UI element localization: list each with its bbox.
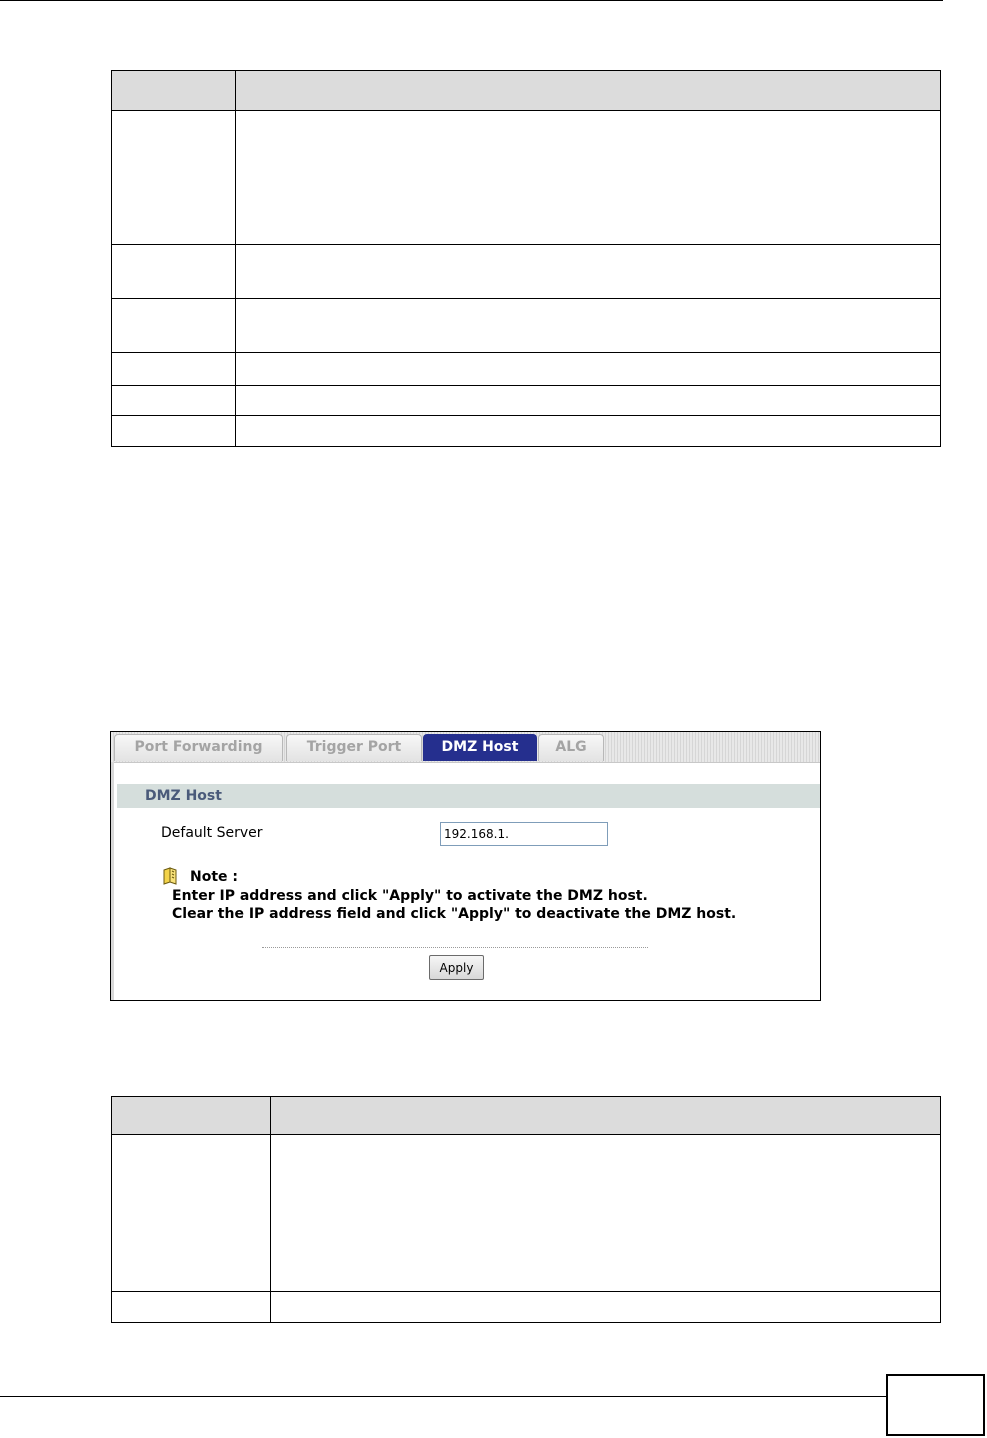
table-row (112, 111, 941, 245)
field-description-table (111, 70, 941, 447)
apply-button[interactable]: Apply (429, 955, 484, 980)
table-cell (236, 111, 941, 245)
table-header-cell (112, 71, 236, 111)
table-cell (112, 353, 236, 386)
tab-strip (111, 732, 820, 763)
dotted-divider (262, 947, 648, 948)
page-number-box (886, 1374, 985, 1436)
panel-left-edge (111, 762, 114, 1000)
note-icon (161, 866, 181, 886)
note-line: Clear the IP address field and click "Apply" to deactivate the DMZ host. (172, 906, 737, 922)
note-line: Enter IP address and click "Apply" to activate the DMZ host. (172, 888, 648, 904)
footer-rule (0, 1396, 886, 1397)
table-cell (112, 386, 236, 416)
table-cell (236, 353, 941, 386)
table-row (112, 299, 941, 353)
table-cell (236, 416, 941, 447)
table-cell (112, 245, 236, 299)
table-cell (112, 299, 236, 353)
table-row (112, 353, 941, 386)
table-cell (236, 299, 941, 353)
table-cell (112, 416, 236, 447)
tab-dmz-host[interactable]: DMZ Host (423, 734, 537, 761)
table-cell (236, 245, 941, 299)
table-cell (236, 386, 941, 416)
table-header-row (112, 1097, 941, 1135)
tab-trigger-port[interactable]: Trigger Port (286, 734, 422, 761)
dmz-field-description-table (111, 1096, 941, 1323)
table-row (112, 245, 941, 299)
table-cell (271, 1135, 941, 1292)
note-title: Note : (190, 869, 238, 885)
table-row (112, 1292, 941, 1323)
table-row (112, 416, 941, 447)
table-cell (112, 1292, 271, 1323)
table-header-cell (236, 71, 941, 111)
table-row (112, 1135, 941, 1292)
table-header-cell (112, 1097, 271, 1135)
default-server-input[interactable] (440, 822, 608, 846)
dmz-host-screenshot (110, 731, 821, 1001)
tab-alg[interactable]: ALG (538, 734, 604, 761)
header-rule (0, 0, 943, 1)
section-title: DMZ Host (117, 784, 820, 808)
default-server-label: Default Server (161, 825, 263, 841)
table-header-cell (271, 1097, 941, 1135)
table-cell (112, 1135, 271, 1292)
table-row (112, 386, 941, 416)
table-cell (112, 111, 236, 245)
table-header-row (112, 71, 941, 111)
table-cell (271, 1292, 941, 1323)
tab-port-forwarding[interactable]: Port Forwarding (114, 734, 283, 761)
